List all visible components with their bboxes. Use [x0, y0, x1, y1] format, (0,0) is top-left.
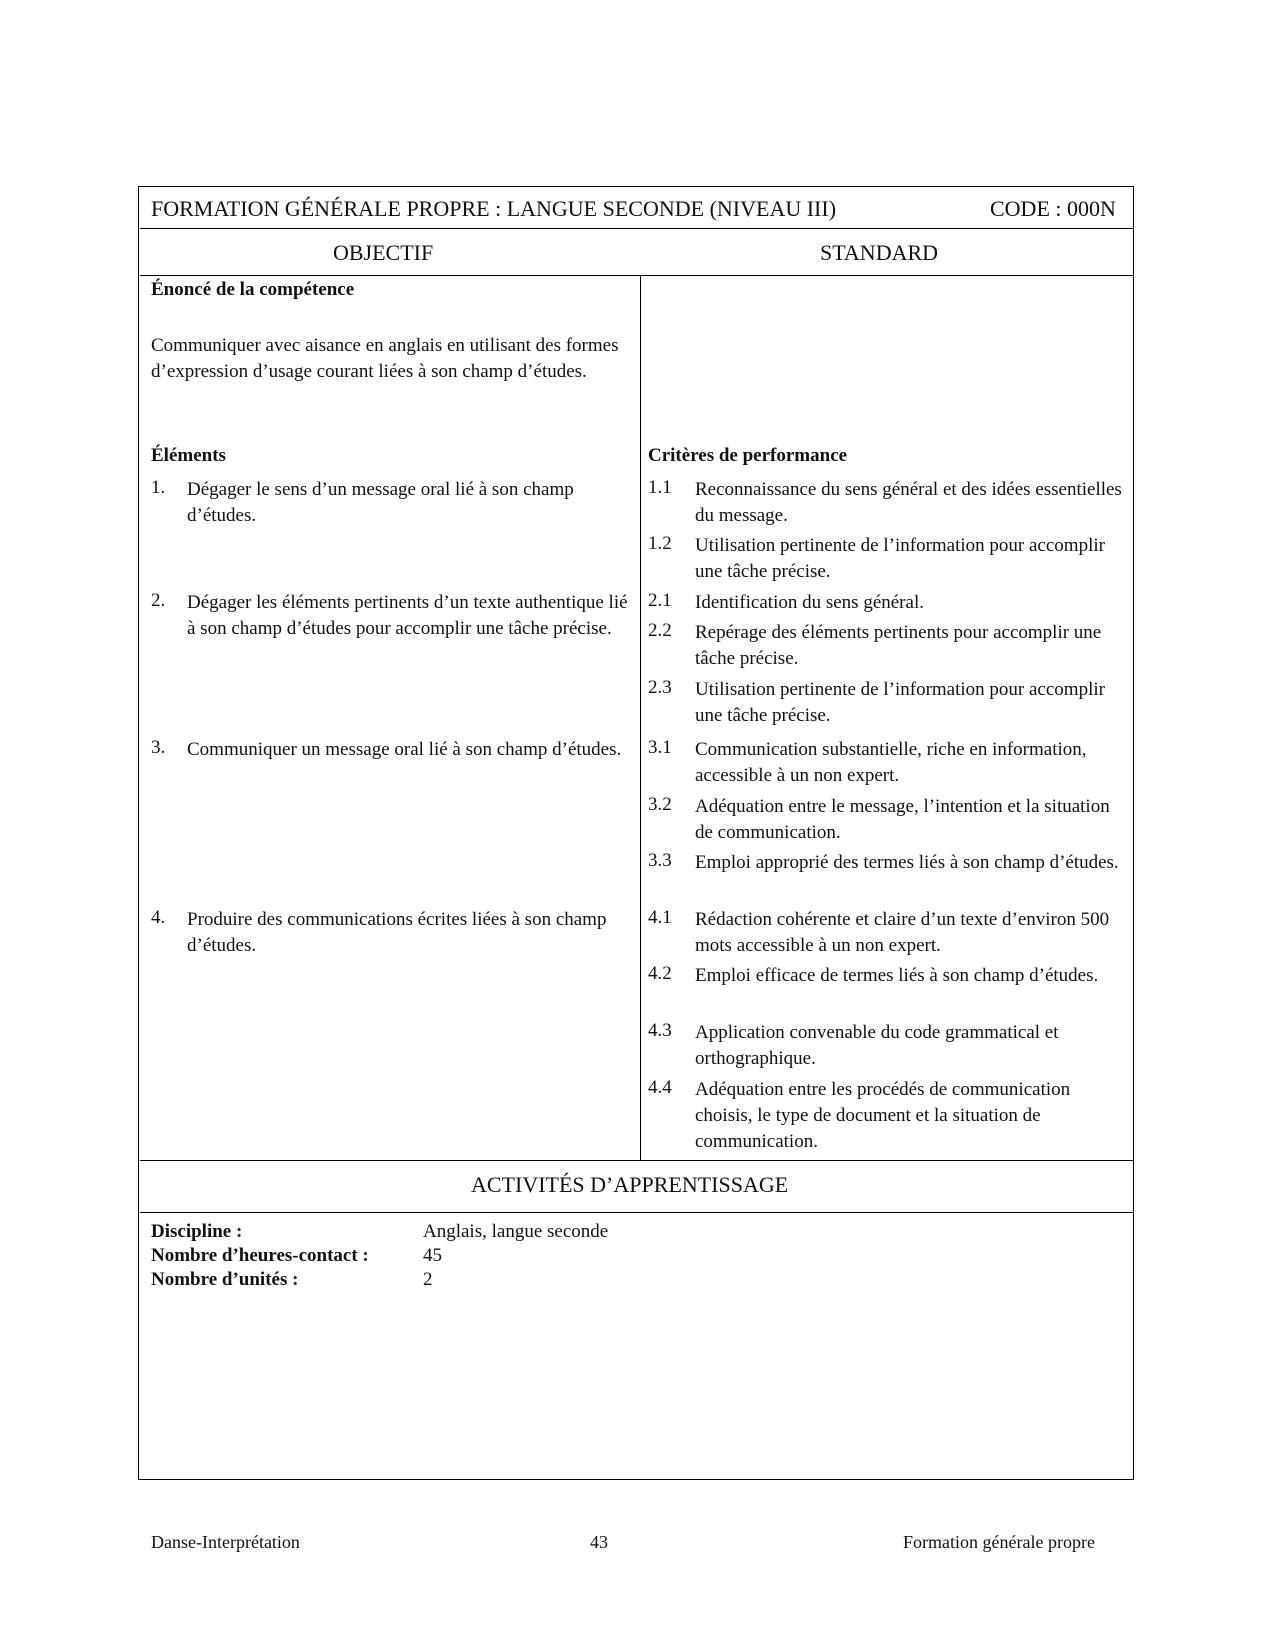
hours-value: 45 [423, 1245, 442, 1266]
criterion-text: Emploi efficace de termes liés à son champ d’études. [695, 965, 1099, 986]
divider-activities-bottom [140, 1212, 1134, 1213]
divider-activities-top [140, 1160, 1134, 1161]
criterion-text: Utilisation pertinente de l’information pour accomplir une tâche précise. [695, 679, 1105, 726]
element-text: Produire des communications écrites liées à son champ d’études. [187, 909, 607, 956]
criterion-text: Communication substantielle, riche en information, accessible à un non expert. [695, 739, 1087, 786]
criterion-text: Utilisation pertinente de l’information pour accomplir une tâche précise. [695, 535, 1105, 582]
criterion-text: Adéquation entre le message, l’intention et la situation de communication. [695, 796, 1110, 843]
hours-label: Nombre d’heures-contact : [151, 1245, 369, 1266]
footer-program: Danse-Interprétation [151, 1532, 300, 1552]
criterion-number: 3.1 [648, 737, 672, 758]
criterion-number: 4.4 [648, 1077, 672, 1098]
criterion-number: 2.2 [648, 620, 672, 641]
criterion-text: Application convenable du code grammatical et orthographique. [695, 1022, 1059, 1069]
criterion-number: 1.1 [648, 477, 672, 498]
criterion-text: Rédaction cohérente et claire d’un texte d’environ 500 mots accessible à un non expert. [695, 909, 1110, 956]
page-number: 43 [590, 1532, 608, 1552]
criterion-text: Emploi approprié des termes liés à son champ d’études. [695, 852, 1119, 873]
criterion-text: Identification du sens général. [695, 592, 924, 613]
units-value: 2 [423, 1269, 433, 1290]
criterion-number: 4.1 [648, 907, 672, 928]
course-code: CODE : 000N [990, 196, 1116, 221]
criterion-text: Adéquation entre les procédés de communication choisis, le type de document et la situation de communication. [695, 1079, 1071, 1152]
element-number: 2. [151, 590, 166, 611]
element-text: Communiquer un message oral lié à son champ d’études. [187, 739, 622, 760]
criterion-number: 2.1 [648, 590, 672, 611]
criterion-number: 3.2 [648, 794, 672, 815]
criterion-text: Repérage des éléments pertinents pour accomplir une tâche précise. [695, 622, 1102, 669]
criterion-number: 3.3 [648, 850, 672, 871]
column-heading-standard: STANDARD [820, 240, 939, 265]
criterion-number: 1.2 [648, 533, 672, 554]
footer-section: Formation générale propre [903, 1532, 1095, 1552]
column-heading-objectif: OBJECTIF [333, 240, 434, 265]
units-label: Nombre d’unités : [151, 1269, 299, 1290]
column-divider [640, 275, 641, 1160]
competence-heading: Énoncé de la compétence [151, 279, 355, 300]
criterion-number: 4.3 [648, 1020, 672, 1041]
criterion-number: 2.3 [648, 677, 672, 698]
element-text: Dégager le sens d’un message oral lié à son champ d’études. [187, 479, 574, 526]
criterion-number: 4.2 [648, 963, 672, 984]
element-text: Dégager les éléments pertinents d’un texte authentique lié à son champ d’études pour accomplir une tâche précise. [187, 592, 628, 639]
elements-heading: Éléments [151, 445, 226, 466]
activities-heading: ACTIVITÉS D’APPRENTISSAGE [471, 1172, 789, 1197]
divider-header [140, 228, 1134, 229]
competence-text: Communiquer avec aisance en anglais en utilisant des formes d’expression d’usage courant liées à son champ d’études. [151, 335, 619, 382]
element-number: 1. [151, 477, 166, 498]
element-number: 4. [151, 907, 166, 928]
discipline-label: Discipline : [151, 1221, 243, 1242]
discipline-value: Anglais, langue seconde [423, 1221, 609, 1242]
element-number: 3. [151, 737, 166, 758]
criteria-heading: Critères de performance [648, 445, 848, 466]
criterion-text: Reconnaissance du sens général et des idées essentielles du message. [695, 479, 1122, 526]
page-title: FORMATION GÉNÉRALE PROPRE : LANGUE SECONDE (NIVEAU III) [151, 196, 837, 221]
divider-columns [140, 275, 1134, 276]
